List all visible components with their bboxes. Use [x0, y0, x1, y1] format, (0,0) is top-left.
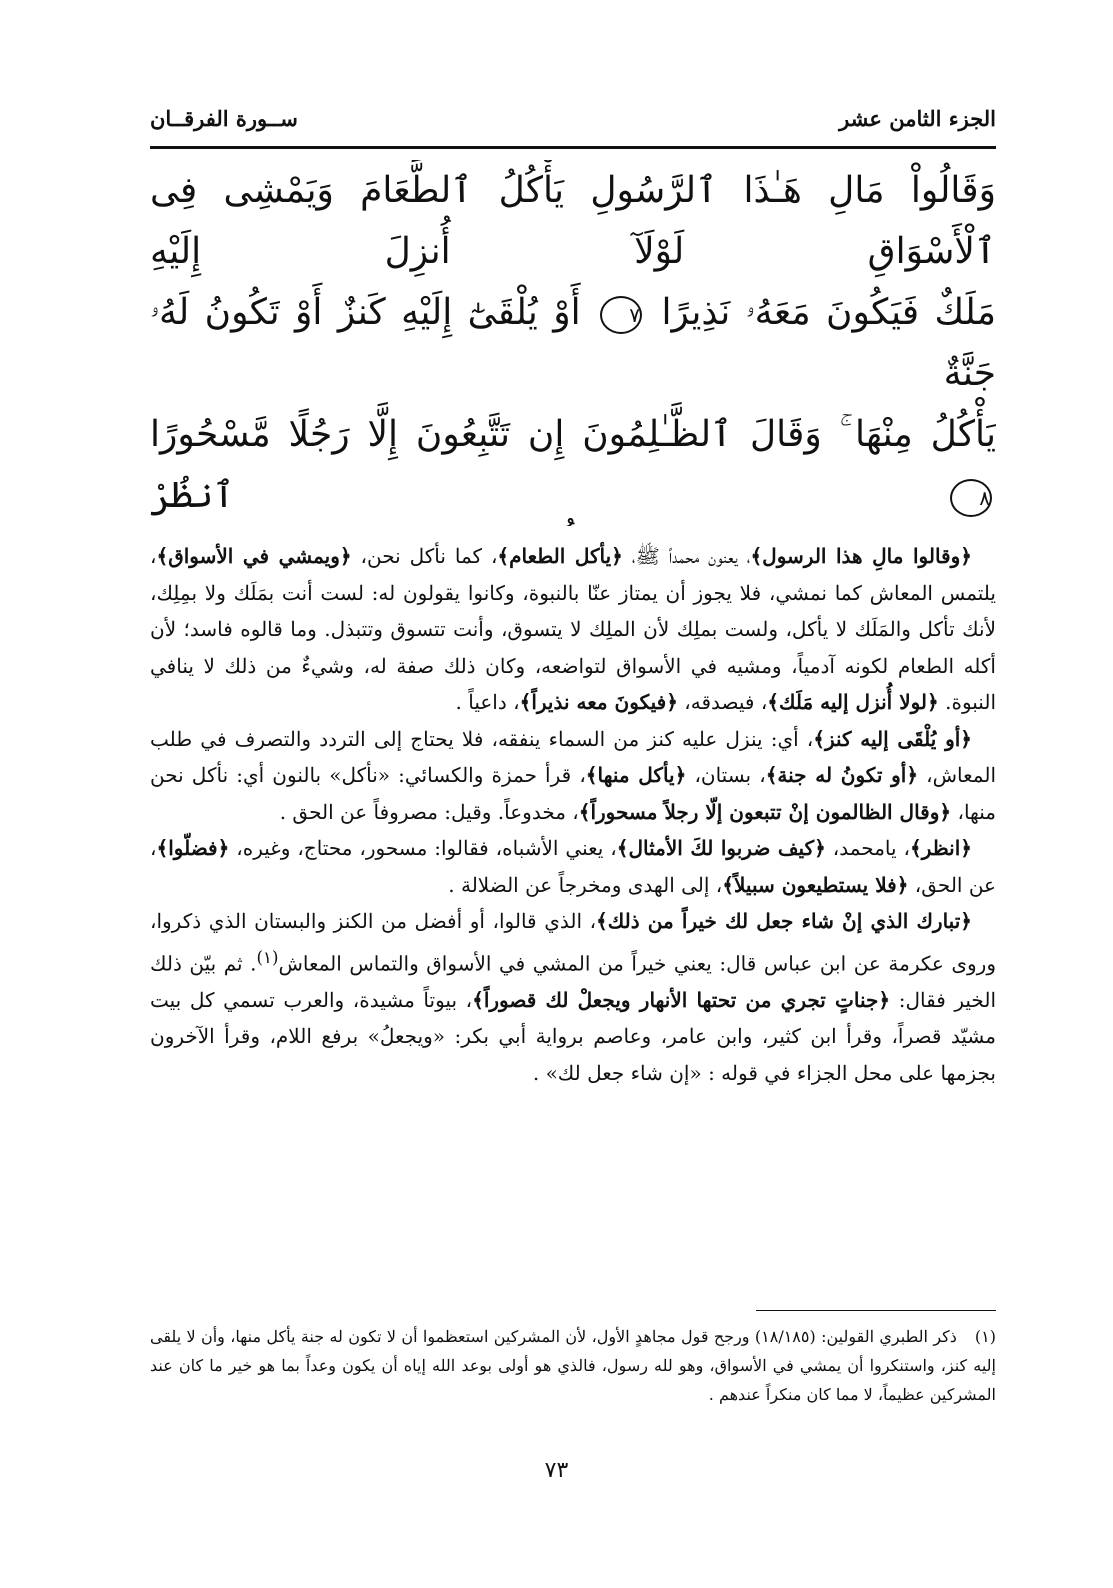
quote: ﴿تبارك الذي إنْ شاء جعل لك خيراً من ذلك﴾: [596, 909, 973, 933]
text: ، يلتمس المعاش كما نمشي، فلا يجوز أن يمتاز عنّا بالنبوة، وكانوا يقولون له: لست أنت بمَلَك ولا بمِلِك، لأنك تأكل والمَلَك لا يأكل، ولست بملِك لأن الملِك لا يتسوق، وأنت تتسوق وتتبذل. وما قالوه فاسد؛ لأن أكله الطعام لكونه آدمياً، ومشيه في الأسواق لتواضعه، وكان ذلك صفة له، وشيءٌ من ذلك لا ينافي النبوة.: [150, 544, 996, 714]
quote: ﴿كيف ضربوا لكَ الأمثال﴾: [616, 836, 826, 860]
quran-line: [150, 404, 996, 526]
quote: ﴿جناتٍ تجري من تحتها الأنهار ويجعلْ لك قصوراً﴾: [472, 987, 891, 1012]
text: ، بستان،: [686, 763, 766, 787]
text: ، فيصدقه،: [677, 690, 768, 714]
text: ، كما نأكل نحن،: [351, 544, 498, 568]
running-header: [150, 96, 996, 140]
quote: ﴿وقالوا مالِ هذا الرسول﴾: [750, 544, 972, 568]
text: . ثم بيّن ذلك الخير فقال:: [150, 951, 996, 1012]
quote: ﴿أو تكونُ له جنة﴾: [765, 763, 919, 787]
commentary-paragraph: [150, 830, 996, 903]
text: ، الذي قالوا، أو أفضل من الكنز والبستان الذي ذكروا، وروى عكرمة عن ابن عباس قال: يعني خيراً من المشي في الأسواق والتماس المعاش: [150, 909, 996, 976]
quote: ﴿أو يُلْقَى إليه كنز﴾: [813, 726, 973, 751]
text: ، عن الحق،: [150, 836, 996, 897]
commentary-paragraph: [150, 903, 996, 1091]
quote: ﴿فلا يستطيعون سبيلاً﴾: [722, 872, 909, 897]
quran-line: [150, 282, 996, 404]
commentary-paragraph: [150, 721, 996, 831]
quote: ﴿يأكل منها﴾: [585, 763, 687, 787]
tafsir-commentary: [150, 538, 996, 1091]
text: ، أي: ينزل عليه كنز من السماء ينفقه، فلا يحتاج إلى التردد والتصرف في طلب المعاش،: [150, 726, 996, 787]
footnote-reference: (١): [256, 947, 279, 967]
quran-line-text: يَأْكُلُ مِنْهَا ۚ وَقَالَ ٱلظَّـٰلِمُونَ إِن تَتَّبِعُونَ إِلَّا رَجُلًا مَّسْحُورًا: [150, 414, 996, 455]
quote: ﴿فيكونَ معه نذيراً﴾: [519, 690, 678, 714]
header-rule: [150, 146, 996, 149]
page-number: ٧٣: [544, 1458, 569, 1483]
quote: ﴿ويمشي في الأسواق﴾: [156, 544, 352, 568]
footnote-rule: [756, 1310, 996, 1311]
quote: ﴿انظر﴾: [909, 836, 972, 860]
quran-line: [150, 160, 996, 282]
header-surah: ســورة الفرقــان: [150, 105, 298, 131]
ayah-number-marker: ٧: [600, 296, 642, 334]
quran-line-text: أَوْ يُلْقَىٰٓ إِلَيْهِ كَنزٌ أَوْ تَكُونُ لَهُۥ جَنَّةٌ: [150, 292, 996, 394]
ayah-number-marker: ٨: [950, 479, 992, 517]
quote: ﴿فضلّوا﴾: [156, 836, 230, 860]
text: ، بيوتاً مشيدة، والعرب تسمي كل بيت مشيّد قصراً، وقرأ ابن كثير، وابن عامر، وعاصم برواية أبي بكر: «ويجعلُ» برفع اللام، وقرأ الآخرون بجزمها على محل الجزاء في قوله : «إن شاء جعل لك» .: [150, 987, 996, 1085]
quran-line-text: ٱنظُرْ: [150, 475, 235, 516]
commentary-paragraph: [150, 538, 996, 721]
quote: ﴿وقال الظالمون إنْ تتبعون إلّا رجلاً مسحوراً﴾: [578, 799, 952, 824]
footnote-text: ذكر الطبري القولين: (١٨/١٨٥) ورجح قول مجاهدٍ الأول، لأن المشركين استعظموا أن لا تكون له جنة يأكل منها، وأن لا يلقى إليه كنز، واستنكروا أن يمشي في الأسواق، وهو لله رسول، فالذي هو أولى بوعد الله إياه أن يكون وعداً بما هو خير ما كان عند المشركين عظيماً، لا مما كان منكراً عندهم .: [150, 1327, 996, 1404]
text: ، يامحمد،: [825, 836, 910, 860]
quote: ﴿يأكل الطعام﴾: [497, 544, 623, 568]
text: ، يعنون محمداً ﷺ،: [622, 544, 751, 568]
text: ، إلى الهدى ومخرجاً عن الضلالة .: [448, 872, 723, 897]
footnote-marker: (١): [974, 1327, 996, 1346]
text: ، قرأ حمزة والكسائي: «نأكل» بالنون أي: نأكل نحن منها،: [150, 763, 996, 824]
quran-line-text: مَلَكٌ فَيَكُونَ مَعَهُۥ نَذِيرًا: [661, 292, 996, 333]
text: ، يعني الأشباه، فقالوا: مسحور، محتاج، وغيره،: [229, 836, 617, 860]
text: ، داعياً .: [455, 690, 520, 714]
quran-line-text: وَقَالُواْ مَالِ هَـٰذَا ٱلرَّسُولِ يَأْكُلُ ٱلطَّعَامَ وَيَمْشِى فِى ٱلْأَسْوَاقِ لَوْلَآ أُنزِلَ إِلَيْهِ: [150, 170, 996, 272]
quote: ﴿لولا أُنزل إليه مَلَك﴾: [767, 690, 939, 714]
header-juz: الجزء الثامن عشر: [839, 105, 996, 131]
text: ، مخدوعاً. وقيل: مصروفاً عن الحق .: [279, 799, 579, 824]
quran-text-block: [150, 160, 996, 526]
footnote: [150, 1322, 996, 1409]
